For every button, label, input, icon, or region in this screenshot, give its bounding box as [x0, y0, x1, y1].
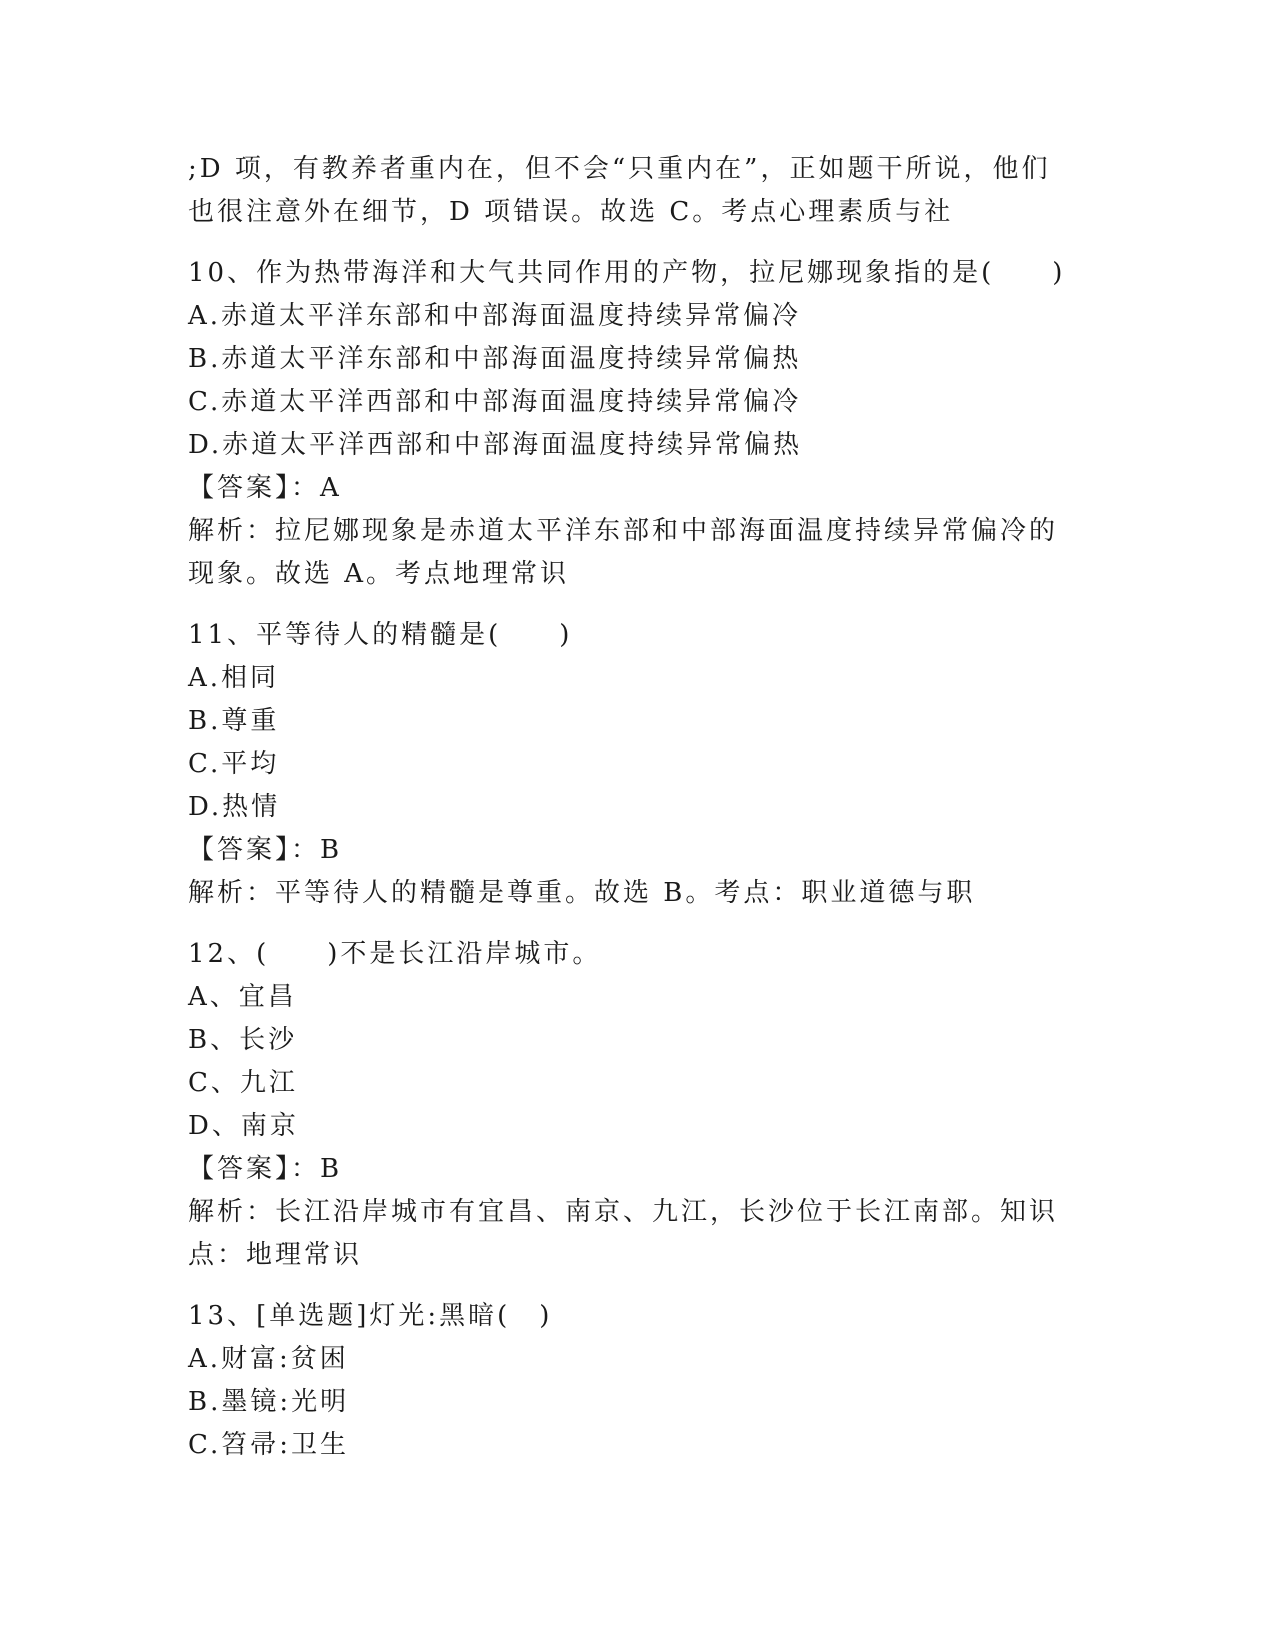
text-line: 也很注意外在细节，D 项错误。故选 C。考点心理素质与社 [188, 197, 954, 227]
question-12 [188, 933, 1088, 1277]
intro-analysis [188, 148, 1088, 234]
question-stem: 12、( )不是长江沿岸城市。 [188, 939, 602, 969]
option-c: C.赤道太平洋西部和中部海面温度持续异常偏冷 [188, 387, 802, 417]
answer-line: 【答案】：B [188, 1154, 343, 1184]
option-a: A、宜昌 [188, 982, 297, 1012]
option-d: D.热情 [188, 792, 281, 822]
analysis-line: 解析：拉尼娜现象是赤道太平洋东部和中部海面温度持续异常偏冷的 [188, 516, 1059, 546]
analysis-line: 点：地理常识 [188, 1240, 363, 1270]
question-10 [188, 252, 1088, 596]
option-a: A.赤道太平洋东部和中部海面温度持续异常偏冷 [188, 301, 802, 331]
question-stem: 13、[单选题]灯光:黑暗( ) [188, 1301, 553, 1331]
question-stem: 10、作为热带海洋和大气共同作用的产物，拉尼娜现象指的是( ) [188, 258, 1066, 288]
option-d: D.赤道太平洋西部和中部海面温度持续异常偏热 [188, 430, 803, 460]
option-c: C.笤帚:卫生 [188, 1430, 349, 1460]
analysis-line: 解析：平等待人的精髓是尊重。故选 B。考点：职业道德与职 [188, 878, 976, 908]
option-b: B.墨镜:光明 [188, 1387, 350, 1417]
answer-line: 【答案】：A [188, 473, 342, 503]
option-c: C.平均 [188, 749, 280, 779]
question-13 [188, 1295, 1088, 1467]
question-11 [188, 614, 1088, 915]
option-c: C、九江 [188, 1068, 298, 1098]
answer-line: 【答案】：B [188, 835, 343, 865]
option-b: B、长沙 [188, 1025, 298, 1055]
analysis-line: 解析：长江沿岸城市有宜昌、南京、九江，长沙位于长江南部。知识 [188, 1197, 1059, 1227]
analysis-line: 现象。故选 A。考点地理常识 [188, 559, 570, 589]
option-b: B.尊重 [188, 706, 280, 736]
option-a: A.财富:贫困 [188, 1344, 349, 1374]
text-line: ;D 项，有教养者重内在，但不会“只重内在”，正如题干所说，他们 [188, 154, 1051, 184]
option-d: D、南京 [188, 1111, 299, 1141]
option-a: A.相同 [188, 663, 280, 693]
question-stem: 11、平等待人的精髓是( ) [188, 620, 573, 650]
document-page [188, 148, 1088, 1467]
option-b: B.赤道太平洋东部和中部海面温度持续异常偏热 [188, 344, 802, 374]
